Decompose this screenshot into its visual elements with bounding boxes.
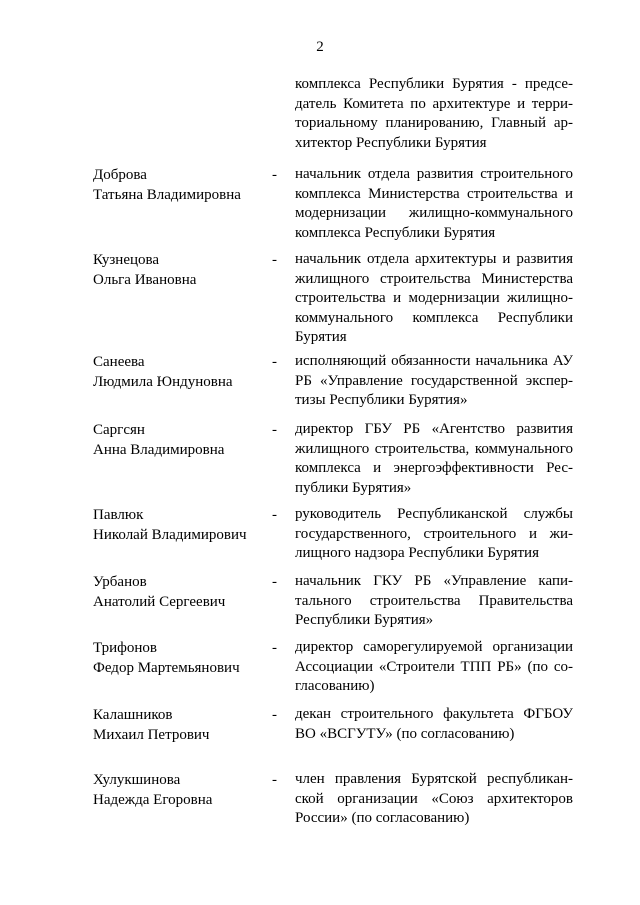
member-surname: Кузнецова bbox=[93, 252, 160, 268]
member-surname: Урбанов bbox=[93, 574, 147, 590]
dash-separator: - bbox=[272, 167, 277, 183]
member-position bbox=[295, 770, 573, 829]
member-given-names: Людмила Юндуновна bbox=[93, 374, 233, 390]
member-surname: Трифонов bbox=[93, 640, 157, 656]
member-name bbox=[93, 638, 263, 678]
position-line: РБ «Управление государственной экспер- bbox=[295, 372, 573, 389]
intro-line: ториальному планированию, Главный ар- bbox=[295, 115, 573, 132]
member-name bbox=[93, 572, 263, 612]
position-line: комплекса Министерства строительства и bbox=[295, 185, 573, 202]
member-given-names: Надежда Егоровна bbox=[93, 792, 213, 808]
position-line: ВО «ВСГУТУ» (по согласованию) bbox=[295, 725, 515, 742]
member-position bbox=[295, 352, 573, 411]
position-line: член правления Бурятской республикан- bbox=[295, 771, 573, 787]
member-name bbox=[93, 505, 263, 545]
position-line: руководитель Республиканской службы bbox=[295, 506, 573, 522]
position-line: Республики Бурятия» bbox=[295, 612, 434, 629]
position-line: начальник отдела развития строительного bbox=[295, 166, 573, 182]
position-line: коммунального комплекса Республики bbox=[295, 309, 573, 326]
member-name bbox=[93, 420, 263, 460]
position-line: России» (по согласованию) bbox=[295, 810, 470, 827]
page-number: 2 bbox=[316, 39, 324, 55]
position-line: исполняющий обязанности начальника АУ bbox=[295, 353, 573, 369]
dash-separator: - bbox=[272, 707, 277, 723]
member-name bbox=[93, 250, 263, 290]
member-given-names: Михаил Петрович bbox=[93, 727, 210, 743]
intro-line: датель Комитета по архитектуре и терри- bbox=[295, 95, 573, 112]
member-surname: Санеева bbox=[93, 354, 145, 370]
dash-separator: - bbox=[272, 422, 277, 438]
member-given-names: Ольга Ивановна bbox=[93, 272, 197, 288]
position-line: модернизации жилищно-коммунального bbox=[295, 205, 573, 222]
member-surname: Саргсян bbox=[93, 422, 145, 438]
dash-separator: - bbox=[272, 354, 277, 370]
member-position bbox=[295, 250, 573, 348]
member-name bbox=[93, 770, 263, 810]
position-line: ской организации «Союз архитекторов bbox=[295, 790, 573, 807]
dash-separator: - bbox=[272, 252, 277, 268]
member-given-names: Николай Владимирович bbox=[93, 527, 247, 543]
position-line: декан строительного факультета ФГБОУ bbox=[295, 706, 573, 722]
member-position bbox=[295, 572, 573, 631]
position-line: директор саморегулируемой организации bbox=[295, 639, 573, 655]
member-given-names: Татьяна Владимировна bbox=[93, 187, 241, 203]
dash-separator: - bbox=[272, 574, 277, 590]
member-position bbox=[295, 505, 573, 564]
member-surname: Хулукшинова bbox=[93, 772, 181, 788]
intro-description bbox=[295, 75, 573, 153]
position-line: директор ГБУ РБ «Агентство развития bbox=[295, 421, 573, 437]
position-line: публики Бурятия» bbox=[295, 479, 412, 496]
position-line: лищного надзора Республики Бурятия bbox=[295, 545, 539, 562]
member-given-names: Анатолий Сергеевич bbox=[93, 594, 226, 610]
member-surname: Доброва bbox=[93, 167, 147, 183]
member-name bbox=[93, 165, 263, 205]
position-line: комплекса и энергоэффективности Рес- bbox=[295, 460, 573, 477]
position-line: жилищного строительства, коммунального bbox=[295, 440, 573, 457]
position-line: Ассоциации «Строители ТПП РБ» (по со- bbox=[295, 658, 573, 675]
position-line: гласованию) bbox=[295, 678, 375, 695]
intro-line: комплекса Республики Бурятия - предсе- bbox=[295, 76, 573, 92]
dash-separator: - bbox=[272, 640, 277, 656]
position-line: жилищного строительства Министерства bbox=[295, 270, 573, 287]
intro-line: хитектор Республики Бурятия bbox=[295, 134, 487, 151]
position-line: Бурятия bbox=[295, 329, 347, 346]
member-name bbox=[93, 352, 263, 392]
dash-separator: - bbox=[272, 507, 277, 523]
member-position bbox=[295, 638, 573, 697]
position-line: тизы Республики Бурятия» bbox=[295, 392, 468, 409]
dash-separator: - bbox=[272, 772, 277, 788]
member-surname: Калашников bbox=[93, 707, 173, 723]
position-line: комплекса Республики Бурятия bbox=[295, 224, 496, 241]
member-position bbox=[295, 420, 573, 498]
member-given-names: Анна Владимировна bbox=[93, 442, 225, 458]
position-line: строительства и модернизации жилищно- bbox=[295, 290, 573, 307]
member-surname: Павлюк bbox=[93, 507, 144, 523]
member-given-names: Федор Мартемьянович bbox=[93, 660, 240, 676]
member-position bbox=[295, 165, 573, 243]
position-line: государственного, строительного и жи- bbox=[295, 525, 573, 542]
position-line: тального строительства Правительства bbox=[295, 592, 573, 609]
position-line: начальник отдела архитектуры и развития bbox=[295, 251, 573, 267]
member-position bbox=[295, 705, 573, 744]
position-line: начальник ГКУ РБ «Управление капи- bbox=[295, 573, 573, 589]
member-name bbox=[93, 705, 263, 745]
